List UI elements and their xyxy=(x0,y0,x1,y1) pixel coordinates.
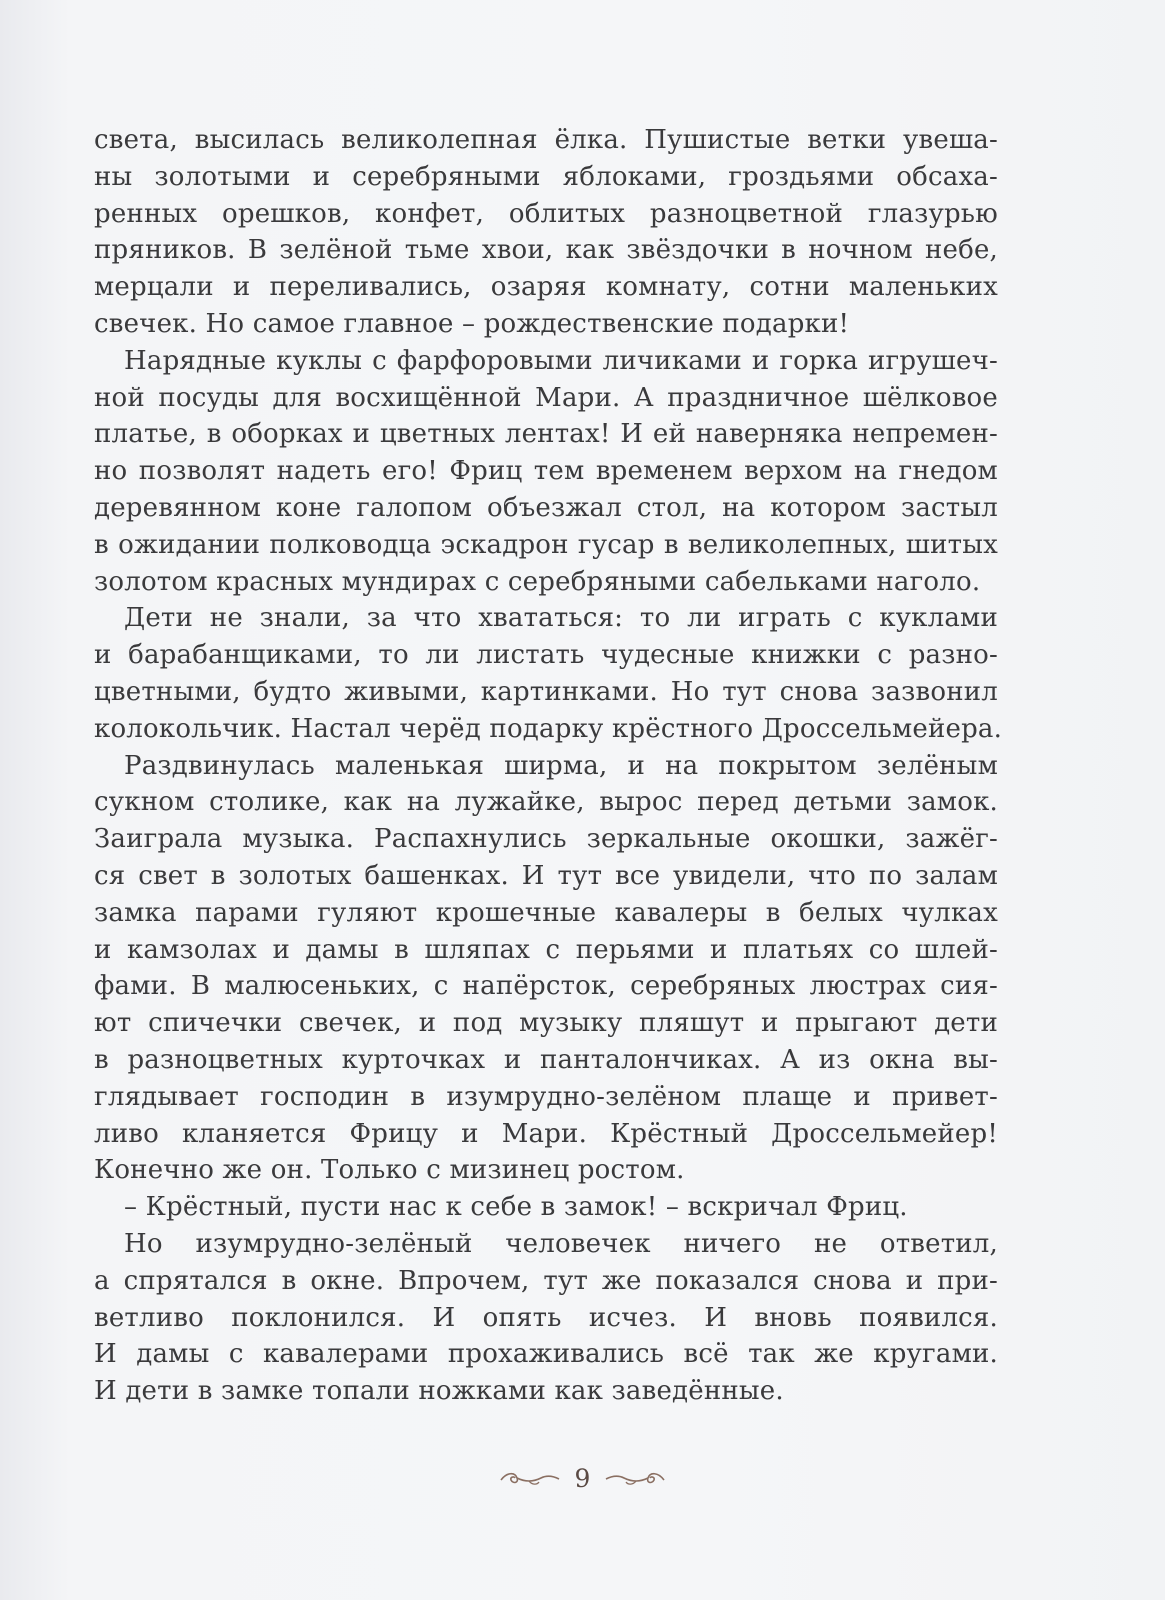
text-line: пряников. В зелёной тьме хвои, как звёздочки в ночном небе, xyxy=(94,235,998,266)
text-line: света, высилась великолепная ёлка. Пушистые ветки увеша- xyxy=(94,125,998,155)
text-line: в разноцветных курточках и панталончиках. А из окна вы- xyxy=(94,1044,998,1075)
text-line: в ожидании полководца эскадрон гусар в великолепных, шитых xyxy=(94,529,998,560)
text-line: Раздвинулась маленькая ширма, и на покрытом зелёным xyxy=(124,750,998,781)
text-line: ливо кланяется Фрицу и Мари. Крёстный Дроссельмейер! xyxy=(94,1118,998,1149)
text-line: ренных орешков, конфет, облитых разноцветной глазурью xyxy=(94,198,998,229)
paragraph xyxy=(94,1226,998,1410)
text-line: колокольчик. Настал черёд подарку крёстного Дроссельмейера. xyxy=(94,713,1003,744)
flourish-left-icon xyxy=(499,1468,561,1488)
body-text xyxy=(94,122,1003,1410)
paragraph xyxy=(94,343,998,601)
text-line: ны золотыми и серебряными яблоками, гроздьями обсаха- xyxy=(94,161,998,192)
text-line: ся свет в золотых башенках. И тут все увидели, что по залам xyxy=(94,860,998,891)
text-line: замка парами гуляют крошечные кавалеры в белых чулках xyxy=(94,897,998,928)
text-line: глядывает господин в изумрудно-зелёном плаще и привет- xyxy=(94,1081,998,1112)
paragraph xyxy=(94,600,1003,747)
text-line: и камзолах и дамы в шляпах с перьями и платьях со шлей- xyxy=(94,934,998,965)
text-line: Дети не знали, за что хвататься: то ли играть с куклами xyxy=(124,603,998,634)
paragraph xyxy=(94,122,998,343)
text-line: Заиграла музыка. Распахнулись зеркальные окошки, зажёг- xyxy=(94,824,998,855)
text-line: И дети в замке топали ножками как заведённые. xyxy=(94,1376,784,1407)
paragraph xyxy=(94,748,998,1190)
text-line: Нарядные куклы с фарфоровыми личиками и горка игрушеч- xyxy=(124,345,998,376)
text-line: ют спичечки свечек, и под музыку пляшут и прыгают дети xyxy=(94,1008,998,1039)
text-line: – Крёстный, пусти нас к себе в замок! – вскричал Фриц. xyxy=(124,1192,908,1223)
page-footer xyxy=(0,1458,1165,1498)
text-line: мерцали и переливались, озаряя комнату, сотни маленьких xyxy=(94,272,998,303)
text-line: фами. В малюсеньких, с напёрсток, серебряных люстрах сия- xyxy=(94,971,998,1002)
text-line: деревянном коне галопом объезжал стол, на котором застыл xyxy=(94,492,998,523)
text-line: Но изумрудно-зелёный человечек ничего не ответил, xyxy=(124,1228,998,1259)
text-line: И дамы с кавалерами прохаживались всё так же кругами. xyxy=(94,1339,998,1370)
page-number: 9 xyxy=(574,1463,591,1493)
text-line: но позволят надеть его! Фриц тем временем верхом на гнедом xyxy=(94,456,998,487)
text-line: свечек. Но самое главное – рождественские подарки! xyxy=(94,308,850,339)
text-line: сукном столике, как на лужайке, вырос перед детьми замок. xyxy=(94,787,998,818)
text-line: Конечно же он. Только с мизинец ростом. xyxy=(94,1155,685,1186)
text-line: и барабанщиками, то ли листать чудесные книжки с разно- xyxy=(94,640,998,671)
text-line: золотом красных мундирах с серебряными сабельками наголо. xyxy=(94,566,981,597)
text-line: цветными, будто живыми, картинками. Но тут снова зазвонил xyxy=(94,676,998,707)
text-line: ной посуды для восхищённой Мари. А праздничное шёлковое xyxy=(94,382,998,413)
text-line: а спрятался в окне. Впрочем, тут же показался снова и при- xyxy=(94,1265,998,1296)
flourish-right-icon xyxy=(604,1468,666,1488)
text-line: платье, в оборках и цветных лентах! И ей наверняка непремен- xyxy=(94,419,998,450)
paragraph xyxy=(94,1189,998,1226)
text-line: ветливо поклонился. И опять исчез. И вновь появился. xyxy=(94,1302,998,1333)
